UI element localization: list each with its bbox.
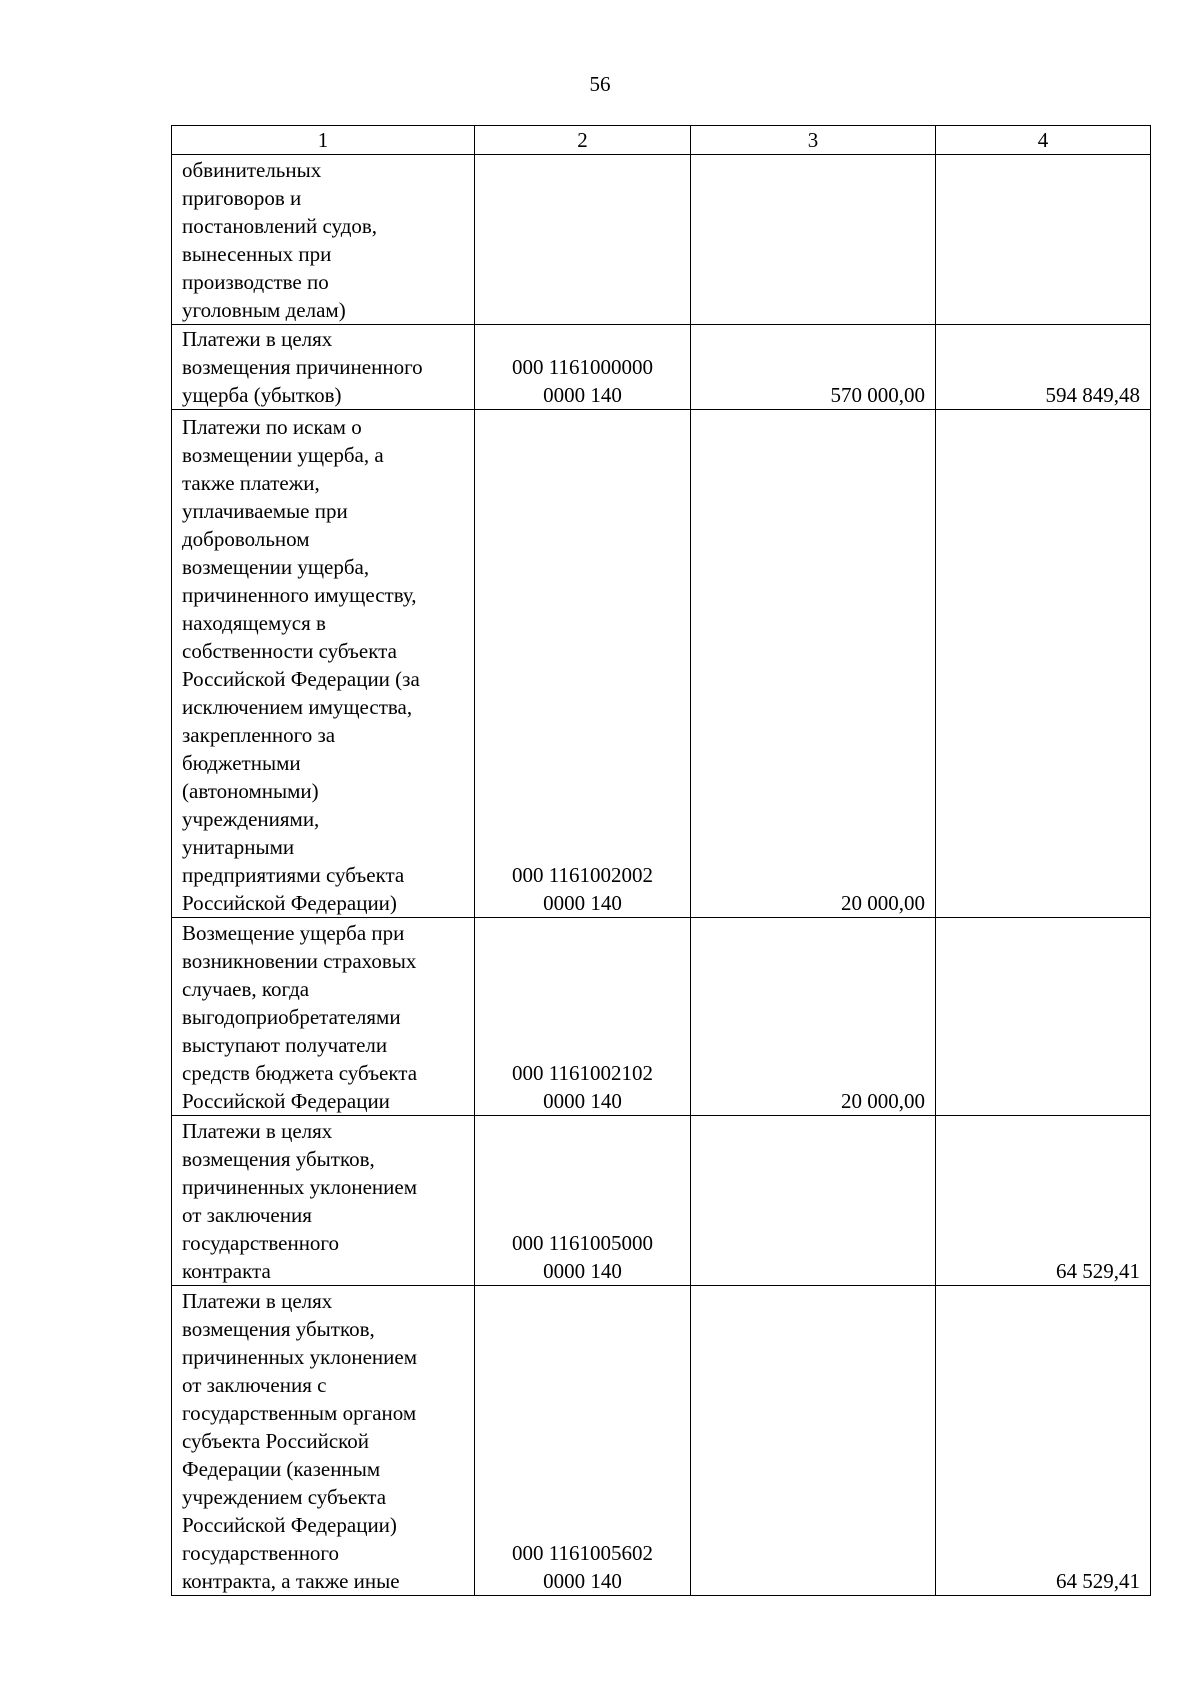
row-code-cell bbox=[475, 325, 691, 410]
table-row bbox=[172, 155, 1151, 325]
row-actual-cell: 64 529,41 bbox=[936, 1116, 1151, 1286]
row-plan-cell: 20 000,00 bbox=[691, 410, 936, 918]
row-name: Платежи в целях возмещения убытков, причиненных уклонением от заключения с государственным органом субъекта Российской Федерации (казенным учреждением субъекта Российской Федерации) государственного контракта, а также иные bbox=[182, 1289, 417, 1593]
row-name: Возмещение ущерба при возникновении страховых случаев, когда выгодоприобретателями выступают получатели средств бюджета субъекта Российской Федерации bbox=[182, 921, 418, 1113]
row-name-cell bbox=[172, 155, 475, 325]
row-code: 000 1161005602 0000 140 bbox=[512, 1541, 653, 1593]
row-plan-cell: 570 000,00 bbox=[691, 325, 936, 410]
row-code-cell bbox=[475, 155, 691, 325]
row-code: 000 1161000000 0000 140 bbox=[512, 355, 653, 407]
column-header-4: 4 bbox=[936, 126, 1151, 155]
row-name: Платежи по искам о возмещении ущерба, а также платежи, уплачиваемые при добровольном возмещении ущерба, причиненного имуществу, находящемуся в собственности субъекта Российской Федерации (за исключением имущества, закрепленного за бюджетными (автономными) учреждениями, унитарными предприятиями субъекта Российской Федерации) bbox=[182, 415, 420, 915]
row-name-cell bbox=[172, 410, 475, 918]
row-name: Платежи в целях возмещения причиненного ущерба (убытков) bbox=[182, 327, 423, 407]
row-name: обвинительных приговоров и постановлений судов, вынесенных при производстве по уголовным делам) bbox=[182, 158, 378, 322]
row-code-cell bbox=[475, 410, 691, 918]
column-header-1: 1 bbox=[172, 126, 475, 155]
row-actual-cell bbox=[936, 410, 1151, 918]
table-row bbox=[172, 918, 1151, 1116]
row-code-cell bbox=[475, 1116, 691, 1286]
row-code: 000 1161002102 0000 140 bbox=[512, 1061, 653, 1113]
column-header-3: 3 bbox=[691, 126, 936, 155]
table-row bbox=[172, 325, 1151, 410]
row-name: Платежи в целях возмещения убытков, причиненных уклонением от заключения государственного контракта bbox=[182, 1119, 417, 1283]
table-row bbox=[172, 410, 1151, 918]
row-plan-cell bbox=[691, 155, 936, 325]
row-plan-cell: 20 000,00 bbox=[691, 918, 936, 1116]
budget-table bbox=[171, 125, 1151, 1596]
row-code-cell bbox=[475, 1286, 691, 1596]
row-actual-cell: 64 529,41 bbox=[936, 1286, 1151, 1596]
row-actual-cell bbox=[936, 918, 1151, 1116]
row-actual-cell: 594 849,48 bbox=[936, 325, 1151, 410]
row-name-cell bbox=[172, 1286, 475, 1596]
table-row bbox=[172, 1286, 1151, 1596]
row-code-cell bbox=[475, 918, 691, 1116]
table-row bbox=[172, 1116, 1151, 1286]
row-name-cell bbox=[172, 325, 475, 410]
row-code: 000 1161002002 0000 140 bbox=[512, 863, 653, 915]
row-plan-cell bbox=[691, 1286, 936, 1596]
row-name-cell bbox=[172, 918, 475, 1116]
row-name-cell bbox=[172, 1116, 475, 1286]
table-header-row bbox=[172, 126, 1151, 155]
column-header-2: 2 bbox=[475, 126, 691, 155]
row-actual-cell bbox=[936, 155, 1151, 325]
page-number: 56 bbox=[589, 72, 611, 96]
row-plan-cell bbox=[691, 1116, 936, 1286]
row-code: 000 1161005000 0000 140 bbox=[512, 1231, 653, 1283]
